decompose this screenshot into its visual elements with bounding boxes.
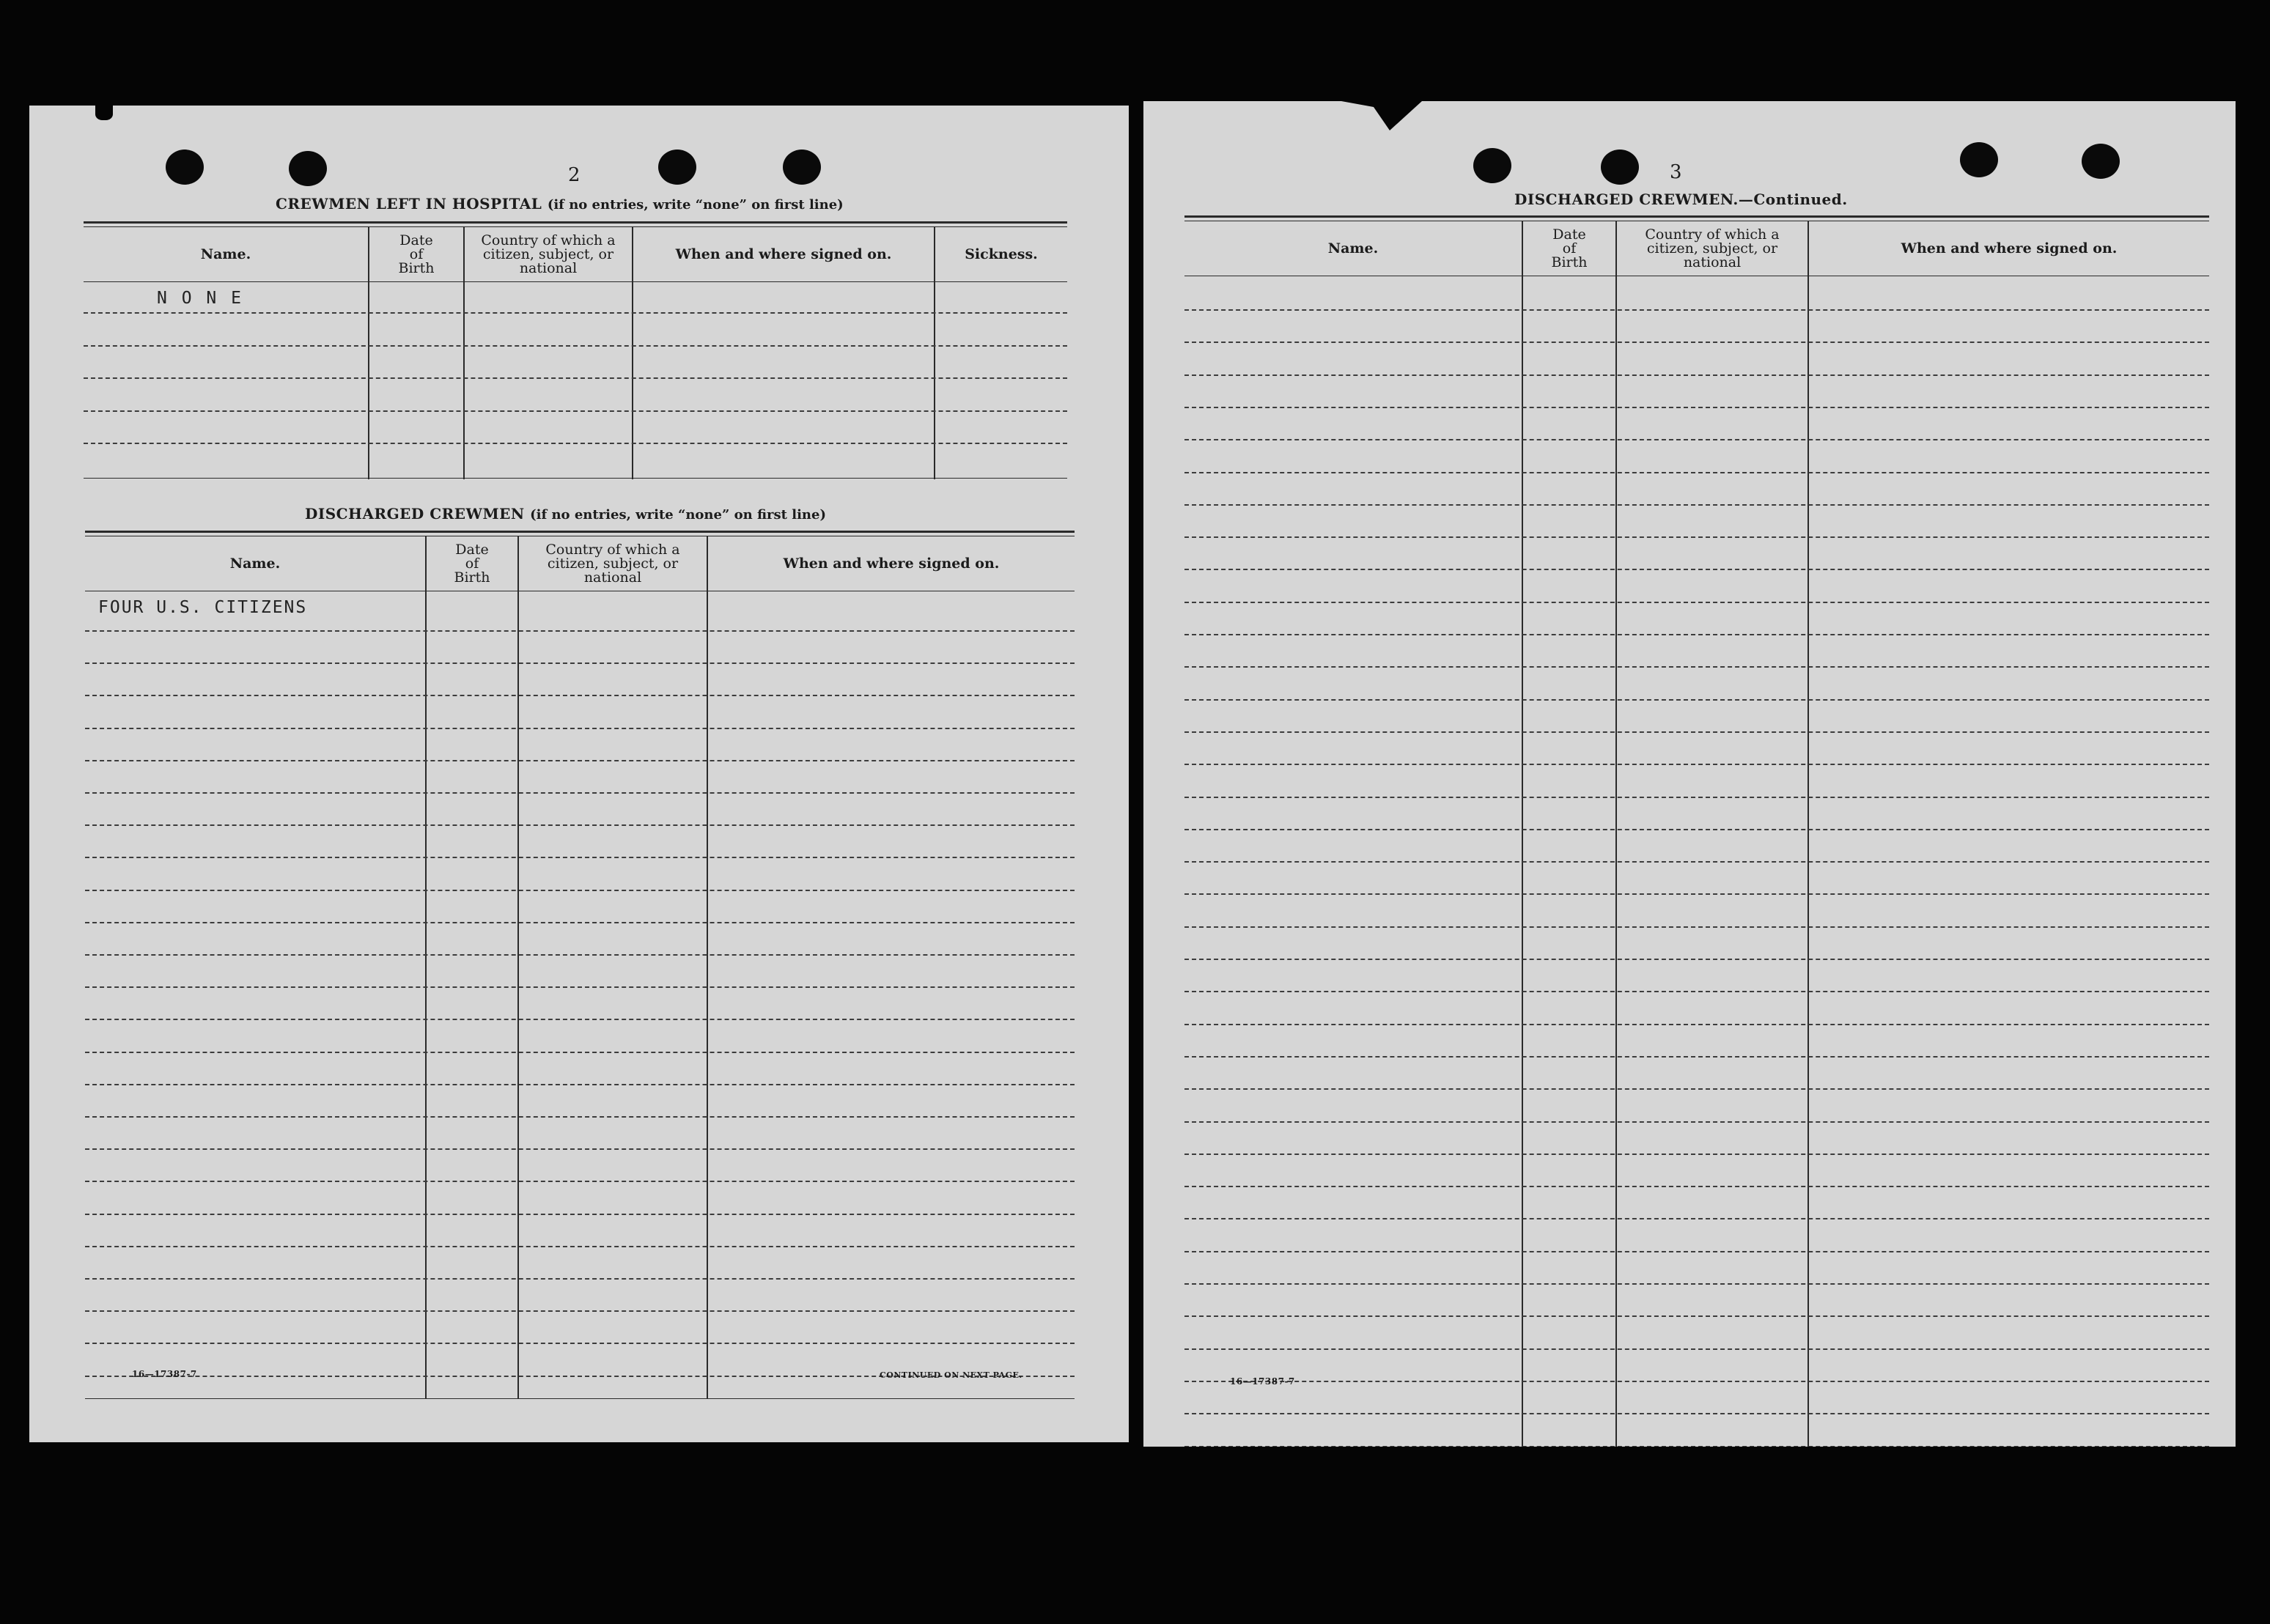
ruled-row-line xyxy=(84,410,1067,412)
header-date-of-birth: Date of Birth xyxy=(454,541,490,586)
table-bottom-rule xyxy=(84,478,1067,479)
header-when-where: When and where signed on. xyxy=(675,246,892,262)
ruled-row-line xyxy=(1184,374,2209,376)
header-date-of-birth: Date of Birth xyxy=(1551,226,1588,270)
column-divider xyxy=(707,536,708,1398)
header-sickness: Sickness. xyxy=(965,246,1038,262)
ruled-row-line xyxy=(85,728,1075,729)
punch-hole xyxy=(658,150,696,185)
table-top-rule xyxy=(84,221,1067,224)
ruled-row-line xyxy=(85,1343,1075,1344)
ruled-row-line xyxy=(1184,861,2209,863)
ruled-row-line xyxy=(85,662,1075,664)
ruled-row-line xyxy=(85,1116,1075,1118)
ruled-row-line xyxy=(1184,1056,2209,1058)
paper-tear xyxy=(1341,101,1422,130)
discharged-continued-table xyxy=(1184,215,2209,1447)
ruled-row-line xyxy=(1184,536,2209,538)
continued-note: CONTINUED ON NEXT PAGE. xyxy=(880,1370,1022,1380)
ruled-row-line xyxy=(85,1052,1075,1053)
ruled-row-line xyxy=(1184,764,2209,765)
header-name: Name. xyxy=(200,246,251,262)
left-page xyxy=(29,106,1129,1442)
ruled-row-line xyxy=(1184,699,2209,701)
ruled-row-line xyxy=(1184,959,2209,960)
header-country: Country of which a citizen, subject, or national xyxy=(1645,226,1780,270)
ruled-row-line xyxy=(1184,1446,2209,1447)
table-bottom-rule xyxy=(85,1398,1075,1399)
discharged-table xyxy=(85,531,1075,1403)
ruled-row-line xyxy=(1184,797,2209,798)
ruled-row-line xyxy=(85,1019,1075,1020)
ruled-row-line xyxy=(1184,634,2209,635)
ruled-row-line xyxy=(1184,569,2209,570)
ruled-row-line xyxy=(84,345,1067,347)
ruled-row-line xyxy=(85,954,1075,956)
ruled-row-line xyxy=(85,890,1075,891)
ruled-row-line xyxy=(1184,309,2209,311)
right-page xyxy=(1143,101,2236,1447)
hospital-entry: N O N E xyxy=(157,289,243,308)
ruled-row-line xyxy=(1184,666,2209,668)
ruled-row-line xyxy=(85,760,1075,761)
ruled-row-line xyxy=(85,824,1075,826)
ruled-row-line xyxy=(1184,407,2209,408)
ruled-row-line xyxy=(1184,1315,2209,1317)
discharged-title-text: DISCHARGED CREWMEN xyxy=(305,505,525,523)
ruled-row-line xyxy=(1184,829,2209,830)
ruled-row-line xyxy=(85,792,1075,794)
ruled-row-line xyxy=(1184,893,2209,895)
punch-hole xyxy=(2082,144,2120,179)
punch-hole xyxy=(783,150,821,185)
hospital-table xyxy=(84,221,1067,482)
ruled-row-line xyxy=(1184,731,2209,733)
ruled-row-line xyxy=(85,1310,1075,1312)
ruled-row-line xyxy=(85,1084,1075,1085)
ruled-row-line xyxy=(1184,1251,2209,1252)
hospital-title-text: CREWMEN LEFT IN HOSPITAL xyxy=(276,195,542,213)
ruled-row-line xyxy=(1184,1154,2209,1155)
ruled-row-line xyxy=(1184,1218,2209,1219)
form-number: 16—17387-7 xyxy=(132,1369,197,1379)
ruled-row-line xyxy=(1184,1121,2209,1123)
discharged-instruction: (if no entries, write “none” on first line) xyxy=(530,507,826,523)
ruled-row-line xyxy=(85,1181,1075,1182)
hospital-instruction: (if no entries, write “none” on first line) xyxy=(547,197,844,213)
ruled-row-line xyxy=(84,377,1067,379)
punch-hole xyxy=(166,150,204,185)
ruled-row-line xyxy=(1184,504,2209,506)
column-divider xyxy=(1807,221,1809,1447)
ruled-row-line xyxy=(1184,1024,2209,1025)
page-number: 3 xyxy=(1670,161,1682,183)
punch-hole xyxy=(1960,142,1998,177)
column-divider xyxy=(1522,221,1523,1447)
ruled-row-line xyxy=(85,630,1075,632)
ruled-row-line xyxy=(1184,1381,2209,1382)
column-divider xyxy=(1615,221,1617,1447)
page-number: 2 xyxy=(568,164,581,186)
ruled-row-line xyxy=(1184,439,2209,440)
ruled-row-line xyxy=(85,1214,1075,1215)
ruled-row-line xyxy=(1184,1088,2209,1090)
ruled-row-line xyxy=(1184,342,2209,343)
punch-hole xyxy=(1473,148,1511,183)
table-top-rule xyxy=(85,531,1075,533)
ruled-row-line xyxy=(1184,1283,2209,1285)
ruled-row-line xyxy=(1184,926,2209,928)
header-country: Country of which a citizen, subject, or national xyxy=(481,232,616,276)
right-section-title: DISCHARGED CREWMEN.—Continued. xyxy=(1514,191,1848,208)
header-when-where: When and where signed on. xyxy=(783,555,1000,572)
header-date-of-birth: Date of Birth xyxy=(398,232,435,276)
hospital-section-title xyxy=(276,195,844,213)
ruled-row-line xyxy=(85,1278,1075,1280)
ruled-row-line xyxy=(1184,472,2209,473)
ruled-row-line xyxy=(85,1148,1075,1150)
header-country: Country of which a citizen, subject, or national xyxy=(545,541,680,586)
ruled-row-line xyxy=(85,986,1075,988)
ruled-row-line xyxy=(85,1246,1075,1247)
form-number: 16—17387-7 xyxy=(1230,1376,1295,1387)
ruled-row-line xyxy=(1184,1186,2209,1187)
ruled-row-line xyxy=(1184,1348,2209,1350)
punch-hole xyxy=(289,151,327,186)
discharged-section-title xyxy=(305,505,826,523)
ruled-row-line xyxy=(1184,1413,2209,1414)
ruled-row-line xyxy=(1184,991,2209,992)
ruled-row-line xyxy=(84,312,1067,314)
ruled-row-line xyxy=(85,857,1075,858)
header-name: Name. xyxy=(229,555,281,572)
header-when-where: When and where signed on. xyxy=(1901,240,2118,256)
header-bottom-rule xyxy=(84,281,1067,282)
paper-tear xyxy=(95,106,113,120)
ruled-row-line xyxy=(1184,602,2209,603)
ruled-row-line xyxy=(85,695,1075,696)
punch-hole xyxy=(1601,150,1639,185)
column-divider xyxy=(425,536,427,1398)
column-divider xyxy=(517,536,519,1398)
discharged-entry: FOUR U.S. CITIZENS xyxy=(98,598,308,617)
ruled-row-line xyxy=(85,922,1075,923)
table-top-rule xyxy=(1184,215,2209,218)
ruled-row-line xyxy=(84,443,1067,444)
header-name: Name. xyxy=(1327,240,1379,256)
